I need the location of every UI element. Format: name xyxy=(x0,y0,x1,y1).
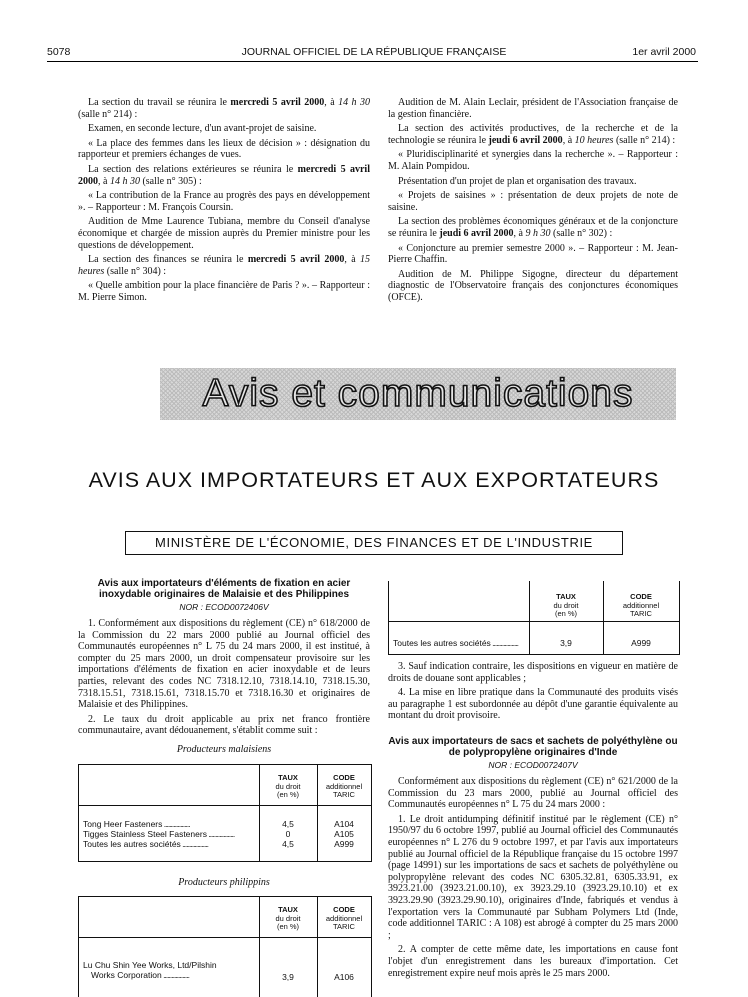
paragraph: « La place des femmes dans les lieux de décision » : désignation du rapporteur et premiers échanges de vues. xyxy=(78,137,370,161)
caption-malaysian: Producteurs malaisiens xyxy=(176,744,272,755)
avis-body xyxy=(78,618,370,737)
paragraph: 1. Le droit antidumping définitif institué par le règlement (CE) n° 1950/97 du 6 octobre 1997, publié au Journal officiel des Communautés européennes n° L 276 du 9 octobre 1997, et par l'avis aux importateurs publié au Journal officiel de la République française du 15 octobre 1997 (page 14991) sur les importations de sacs et sachets de polyéthylène ou polypropylène relevant des codes NC 6305.32.81, 6305.33.91, ex 3923.21.00 (3923.21.00.10), ex 3923.29.10 (3923.29.10.10) et ex 3923.29.90 (3923.29.90.10), originaires d'Inde, fabriqués et vendus à l'exportation vers la Communauté par Subham Polymers Ltd (Inde, code additionnel TARIC : A 108) est abrogé à compter du 25 mars 2000 ; xyxy=(388,813,678,941)
header-rule xyxy=(47,61,698,62)
nor-reference: NOR : ECOD0072406V xyxy=(179,602,269,612)
table-row-name: Tong Heer Fasteners ..... xyxy=(83,820,190,830)
table-row-rate: 3,9 xyxy=(560,638,572,648)
paragraph: « La contribution de la France au progrès des pays en développement ». – Rapporteur : M. François Coursin. xyxy=(78,190,370,213)
paragraph: 2. Le taux du droit applicable au prix net franco frontière communautaire, avant dédouanement, s'établit comme suit : xyxy=(78,713,370,737)
paragraph: Audition de Mme Laurence Tubiana, membre du Conseil d'analyse économique et chargée de mission auprès du Premier ministre pour les questions de développement. xyxy=(78,216,370,251)
table-row-code: A104 xyxy=(334,819,354,829)
paragraph: La section du travail se réunira le mercredi 5 avril 2000, à 14 h 30 (salle n° 214) : xyxy=(78,97,371,120)
paragraph: Audition de M. Alain Leclair, président de l'Association française de la gestion financière. xyxy=(388,97,678,120)
table-row-name-cont: Works Corporation ..... xyxy=(91,971,189,981)
paragraph: 3. Sauf indication contraire, les dispositions en vigueur en matière de droits de douane sont applicables ; xyxy=(388,661,678,684)
table-philippine xyxy=(78,896,372,997)
header-taux: TAUX du droit (en %) xyxy=(275,905,301,931)
paragraph: La section des relations extérieures se réunira le mercredi 5 avril 2000, à 14 h 30 (salle n° 305) : xyxy=(78,163,370,187)
top-left-column xyxy=(78,97,370,307)
main-title: AVIS AUX IMPORTATEURS ET AUX EXPORTATEURS xyxy=(88,468,660,492)
header-code: CODE additionnel TARIC xyxy=(325,905,363,931)
ministry-box: MINISTÈRE DE L'ÉCONOMIE, DES FINANCES ET DE L'INDUSTRIE xyxy=(125,531,623,555)
avis-sacs xyxy=(388,736,678,982)
paragraph: 4. La mise en libre pratique dans la Communauté des produits visés au paragraphe 1 est subordonnée au dépôt d'une garantie équivalente au montant du droit provisoire. xyxy=(388,687,678,722)
paragraph: La section des finances se réunira le mercredi 5 avril 2000, à 15 heures (salle n° 304) : xyxy=(78,254,370,277)
paragraph: 1. Conformément aux dispositions du règlement (CE) n° 618/2000 de la Commission du 22 mars 2000 publié au Journal officiel des Communautés européennes n° L 75 du 24 mars 2000, il est institué, à compter du 25 mars 2000, un droit compensateur provisoire sur les importations d'éléments de fixation en acier inoxydable et de leurs parties, relevant des codes NC 7318.12.10, 7318.14.10, 7318.15.30, 7318.15.51, 7318.15.61, 7318.15.70 et 7318.16.30 et originaires de Malaisie et des Philippines. xyxy=(78,618,370,711)
paragraph: Examen, en seconde lecture, d'un avant-projet de saisine. xyxy=(88,123,317,135)
avis-fixation xyxy=(78,578,370,740)
paragraph: « Quelle ambition pour la place financière de Paris ? ». – Rapporteur : M. Pierre Simon. xyxy=(78,280,370,303)
table-row-name: Toutes les autres sociétés ..... xyxy=(393,639,518,649)
paragraph: « Pluridisciplinarité et synergies dans la recherche ». – Rapporteur : M. Alain Pompidou. xyxy=(388,149,678,172)
table-row-name: Tigges Stainless Steel Fasteners ..... xyxy=(83,830,234,840)
header-taux: TAUX du droit (en %) xyxy=(275,773,301,799)
section-banner-title: Avis et communications xyxy=(202,372,634,415)
issue-date: 1er avril 2000 xyxy=(632,46,696,58)
header-code: CODE additionnel TARIC xyxy=(622,592,660,618)
caption-philippine: Producteurs philippins xyxy=(178,877,270,888)
table-row-code: A106 xyxy=(334,972,354,982)
table-row-code: A105 xyxy=(334,829,354,839)
top-right-column xyxy=(388,97,678,307)
table-row-rate: 4,5 xyxy=(282,819,294,829)
nor-reference: NOR : ECOD0072407V xyxy=(488,760,578,770)
table-row-rate: 3,9 xyxy=(282,972,294,982)
table-row-rate: 4,5 xyxy=(282,839,294,849)
paragraph: Présentation d'un projet de plan et organisation des travaux. xyxy=(398,175,637,187)
avis-body xyxy=(388,776,678,979)
paragraph: La section des problèmes économiques généraux et de la conjoncture se réunira le jeudi 6 avril 2000, à 9 h 30 (salle n° 302) : xyxy=(388,216,678,239)
table-row-code: A999 xyxy=(334,839,354,849)
paragraph: Conformément aux dispositions du règlement (CE) n° 621/2000 de la Commission du 23 mars 2000, publié au Journal officiel des Communautés européennes n° L 75 du 24 mars 2000 : xyxy=(388,776,678,811)
paragraph: Audition de M. Philippe Sigogne, directeur du département diagnostic de l'Observatoire français des conjonctures économiques (OFCE). xyxy=(388,268,678,303)
avis-fixation-continued xyxy=(388,661,678,725)
header-code: CODE additionnel TARIC xyxy=(325,773,363,799)
journal-title: JOURNAL OFFICIEL DE LA RÉPUBLIQUE FRANÇAISE xyxy=(241,46,507,58)
avis-title: Avis aux importateurs de sacs et sachets de polyéthylène ou de polypropylène originaires d'Inde xyxy=(388,736,678,758)
paragraph: « Projets de saisines » : présentation de deux projets de note de saisine. xyxy=(388,190,678,213)
avis-title: Avis aux importateurs d'éléments de fixation en acier inoxydable originaires de Malaisie et des Philippines xyxy=(97,578,351,600)
table-row-name: Toutes les autres sociétés ..... xyxy=(83,840,208,850)
paragraph: La section des activités productives, de la recherche et de la technologie se réunira le jeudi 6 avril 2000, à 10 heures (salle n° 214) : xyxy=(388,123,678,146)
page-number: 5078 xyxy=(47,46,71,58)
table-row-code: A999 xyxy=(631,638,651,648)
table-row-rate: 0 xyxy=(285,829,291,839)
paragraph: 2. A compter de cette même date, les importations en cause font l'objet d'un enregistrement dans les bureaux d'importation. Cet enregistrement expire neuf mois après le 25 mars 2000. xyxy=(388,944,678,979)
paragraph: « Conjoncture au premier semestre 2000 ». – Rapporteur : M. Jean-Pierre Chaffin. xyxy=(388,242,678,266)
table-malaysian xyxy=(78,764,372,862)
table-row-name: Lu Chu Shin Yee Works, Ltd/Pilshin xyxy=(83,960,217,970)
table-philippine-continued xyxy=(388,581,680,655)
header-taux: TAUX du droit (en %) xyxy=(553,592,579,618)
